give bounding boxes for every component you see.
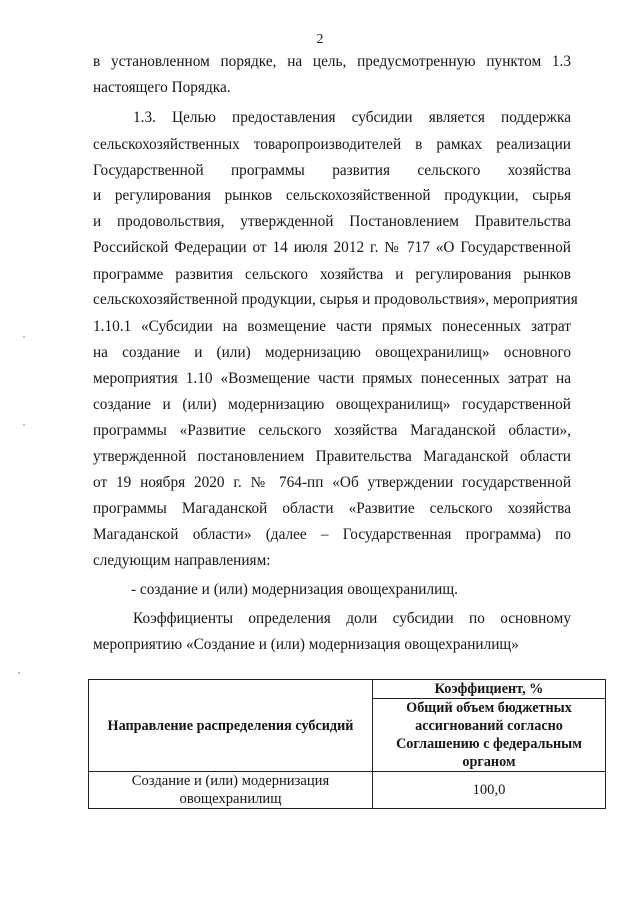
table-row	[89, 772, 606, 809]
bullet-item: - создание и (или) модернизация овощехранилищ.	[131, 581, 458, 598]
text-line: мероприятия 1.10 «Возмещение части прямых понесенных затрат на	[93, 370, 571, 387]
header-coefficient: Коэффициент, %	[373, 680, 606, 699]
cell-value: 100,0	[373, 772, 606, 809]
text-line: сельскохозяйственных товаропроизводителей в рамках реализации	[93, 136, 571, 153]
text-line: и продовольствия, утвержденной Постановлением Правительства	[93, 213, 571, 230]
scan-speck	[23, 424, 25, 426]
text-line: 1.3. Целью предоставления субсидии является поддержка	[133, 109, 571, 126]
header-direction: Направление распределения субсидий	[89, 680, 373, 772]
header-budget-volume: Общий объем бюджетных ассигнований согласно Соглашению с федеральным органом	[373, 699, 606, 772]
text-line: сельскохозяйственной продукции, сырья и продовольствия», мероприятия	[93, 291, 578, 308]
text-line: и регулирования рынков сельскохозяйственной продукции, сырья	[93, 187, 571, 204]
text-line: 1.10.1 «Субсидии на возмещение части прямых понесенных затрат	[93, 318, 571, 335]
scan-speck	[23, 336, 25, 338]
text-line: создание и (или) модернизацию овощехранилищ» государственной	[93, 396, 571, 413]
text-line: на создание и (или) модернизацию овощехранилищ» основного	[93, 344, 571, 361]
text-line: мероприятию «Создание и (или) модернизация овощехранилищ»	[93, 636, 519, 653]
scan-speck	[18, 672, 20, 674]
text-line: Российской Федерации от 14 июля 2012 г. № 717 «О Государственной	[93, 239, 571, 256]
text-line: программы Магаданской области «Развитие сельского хозяйства	[93, 500, 571, 517]
text-line: следующим направлениям:	[93, 552, 271, 569]
text-line: от 19 ноября 2020 г. № 764-пп «Об утверждении государственной	[93, 474, 571, 491]
text-line: Государственной программы развития сельского хозяйства	[93, 162, 571, 179]
text-line: Коэффициенты определения доли субсидии по основному	[133, 610, 571, 627]
text-line: Магаданской области» (далее – Государственная программа) по	[93, 526, 571, 543]
text-line: утвержденной постановлением Правительства Магаданской области	[93, 448, 571, 465]
text-line: в установленном порядке, на цель, предусмотренную пунктом 1.3	[93, 53, 571, 70]
coefficient-table	[88, 679, 606, 809]
table-header-row	[89, 680, 606, 699]
page-number: 2	[316, 32, 324, 47]
text-line: настоящего Порядка.	[93, 79, 231, 96]
text-line: программе развития сельского хозяйства и регулирования рынков	[93, 266, 571, 283]
cell-direction: Создание и (или) модернизация овощехранилищ	[89, 772, 373, 809]
text-line: программы «Развитие сельского хозяйства Магаданской области»,	[93, 422, 571, 439]
